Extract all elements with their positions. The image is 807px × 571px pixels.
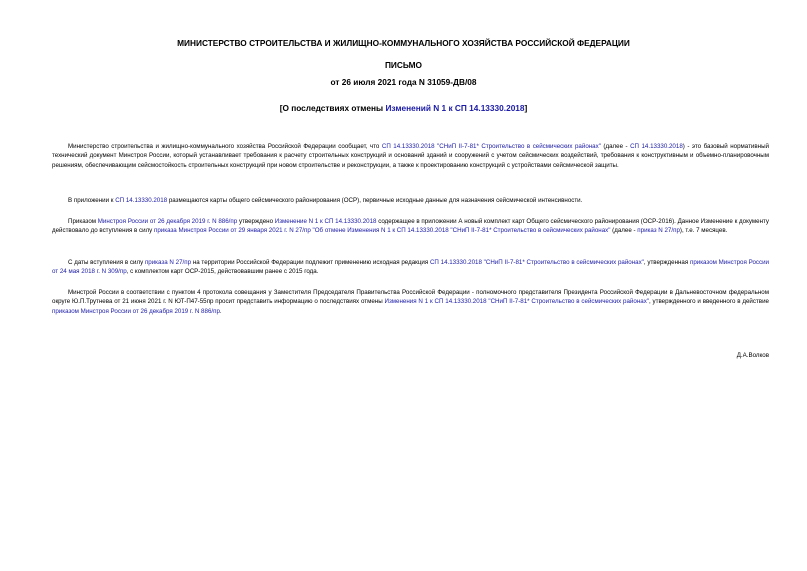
sp-14-short-link[interactable]: СП 14.13330.2018: [115, 197, 168, 204]
sp-14-short-link[interactable]: СП 14.13330.2018: [630, 143, 683, 150]
order-309-link[interactable]: приказом Минстроя России от 24 мая 2018 г. N 309/пр: [52, 259, 769, 276]
text: размещаются карты общего сейсмического районирования (ОСР), первичные исходные данные для назначения сейсмической интенсивности.: [167, 197, 583, 204]
order-886-link[interactable]: приказом Минстроя России от 26 декабря 2019 г. N 886/пр: [52, 307, 220, 315]
text: , с комплектом карт ОСР-2015, действовавшим ранее с 2015 года.: [126, 268, 319, 276]
text: на территории Российской Федерации подлежит применению исходная редакция: [191, 259, 430, 266]
paragraph-3: [52, 217, 769, 236]
sp-14-link[interactable]: СП 14.13330.2018 "СНиП II-7-81* Строительство в сейсмических районах": [429, 259, 644, 266]
text: (далее -: [600, 143, 631, 150]
subject-link[interactable]: Изменений N 1 к СП 14.13330.2018: [385, 103, 525, 113]
subject-suffix: ]: [524, 103, 528, 113]
subject-prefix: [О последствиях отмены: [279, 103, 386, 113]
text: содержащее в приложении А новый комплект карт Общего сейсмического районирования (ОСР-2016). Данное Изменение к документу действовало до вступления в силу: [52, 218, 769, 235]
order-886-link[interactable]: Минстроя России от 26 декабря 2019 г. N 886/пр: [97, 218, 238, 225]
document-date-number: от 26 июля 2021 года N 31059-ДВ/08: [330, 77, 477, 87]
paragraph-4: [52, 258, 769, 277]
text: утверждено: [237, 218, 275, 225]
text: ) - это базовый нормативный технический документ Минстроя России, который устанавливает требования к расчету строительных конструкций и оснований зданий и сооружений с учетом сейсмических воздействий, требования к конструктивным и объемно-планировочным решениям, обеспечивающим сейсмостойкость строительных конструкций при новом строительстве и реконструкции, а также к проектированию конструкций с устройствами сейсмической защиты.: [52, 143, 769, 169]
signature: Д.А.Волков: [736, 352, 769, 359]
text: В приложении к: [68, 197, 116, 204]
ministry-heading: МИНИСТЕРСТВО СТРОИТЕЛЬСТВА И ЖИЛИЩНО-КОММУНАЛЬНОГО ХОЗЯЙСТВА РОССИЙСКОЙ ФЕДЕРАЦИИ: [177, 38, 630, 48]
sp-14-link[interactable]: СП 14.13330.2018 "СНиП II-7-81* Строительство в сейсмических районах": [381, 143, 601, 150]
text: Министерство строительства и жилищно-коммунального хозяйства Российской Федерации сообщает, что: [68, 143, 382, 150]
text: Минстрой России в соответствии с пунктом 4 протокола совещания у Заместителя Председателя Правительства Российской Федерации - полномочного представителя Президента Российской Федерации в Дальневосточном федеральном округе Ю.П.Трутнева от 21 июня 2021 г. N ЮТ-П47-55пр просит представить информацию о последствиях отмены: [52, 289, 769, 306]
text: ), т.е. 7 месяцев.: [679, 227, 728, 235]
text: (далее -: [610, 227, 638, 235]
amendment-1-link[interactable]: Изменение N 1 к СП 14.13330.2018: [274, 218, 377, 225]
text: , утвержденная: [643, 259, 690, 266]
paragraph-1: [52, 142, 769, 170]
order-27-short-link[interactable]: приказ N 27/пр: [637, 227, 680, 235]
paragraph-5: [52, 288, 769, 316]
document-subject: [0, 103, 807, 113]
amendment-1-full-link[interactable]: Изменения N 1 к СП 14.13330.2018 "СНиП II-7-81* Строительство в сейсмических районах": [384, 298, 649, 306]
text: Приказом: [68, 218, 98, 225]
paragraph-2: [52, 196, 769, 205]
order-27-full-link[interactable]: приказа Минстроя России от 29 января 2021 г. N 27/пр: [154, 227, 311, 235]
order-27-title-link[interactable]: "Об отмене Изменения N 1 к СП 14.13330.2018 "СНиП II-7-81* Строительство в сейсмических районах": [312, 227, 611, 235]
document-type: ПИСЬМО: [384, 60, 423, 70]
text: С даты вступления в силу: [68, 259, 145, 266]
order-27-short-link[interactable]: приказа N 27/пр: [144, 259, 192, 266]
text: , утвержденного и введенного в действие: [648, 298, 769, 306]
text: .: [219, 307, 222, 315]
